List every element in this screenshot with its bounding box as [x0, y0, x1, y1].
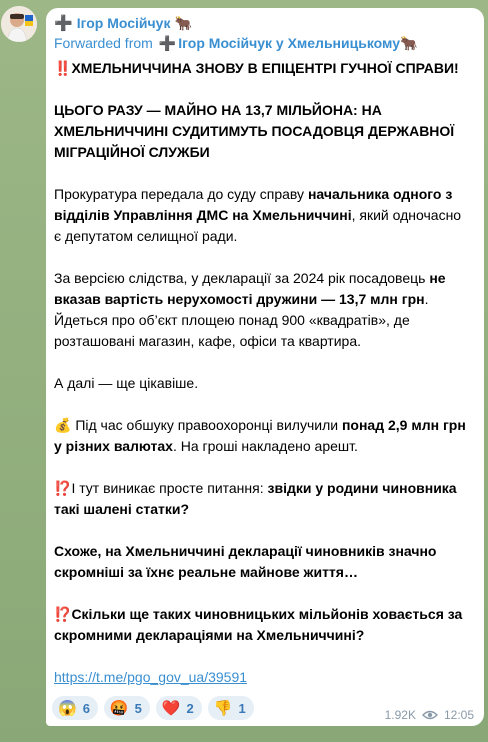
view-count: 1.92K [384, 708, 416, 722]
sender-cross-emoji: ➕ [54, 15, 73, 32]
forwarded-row[interactable] [54, 32, 472, 54]
reactions-bar [52, 696, 254, 720]
forwarded-ox-emoji: 🐂 [399, 34, 418, 51]
reaction-count: 2 [186, 700, 194, 716]
sender-name[interactable]: Ігор Мосійчук [76, 15, 171, 31]
paragraph-5: ⁉️І тут виникає просте питання: звідки у родини чиновника такі шалені статки? [54, 480, 457, 517]
eye-icon [422, 710, 438, 720]
paragraph-1: Прокуратура передала до суду справу начальника одного з відділів Управління ДМС на Хмельниччині, який одночасно є депутатом селищної ради. [54, 186, 462, 244]
message-bubble [46, 8, 484, 726]
paragraph-7: ⁉️Скільки ще таких чиновницьких мільйонів ховається за скромними деклараціями на Хмельниччині? [54, 606, 463, 643]
money-bag-icon: 💰 [54, 417, 72, 433]
message-text [54, 58, 472, 688]
reaction-count: 1 [238, 700, 246, 716]
scream-emoji-icon: 😱 [58, 700, 77, 717]
heart-emoji-icon: ❤️ [161, 700, 181, 717]
channel-avatar[interactable] [1, 6, 37, 42]
forwarded-cross-emoji: ➕ [158, 34, 177, 51]
double-exclamation-icon: ‼️ [54, 60, 72, 76]
reaction-angry[interactable] [104, 696, 150, 720]
sender-row [54, 14, 472, 32]
forwarded-source-name[interactable]: Ігор Мосійчук у Хмельницькому [178, 35, 400, 51]
subheadline: ЦЬОГО РАЗУ — МАЙНО НА 13,7 МІЛЬЙОНА: НА ХМЕЛЬНИЧЧИНІ СУДИТИМУТЬ ПОСАДОВЦЯ ДЕРЖАВНОЇ МІГРАЦІЙНОЇ СЛУЖБИ [54, 102, 455, 160]
avatar-photo-icon [1, 6, 37, 42]
sender-ox-emoji: 🐂 [174, 14, 192, 31]
paragraph-4: 💰 Під час обшуку правоохоронці вилучили понад 2,9 млн грн у різних валютах. На гроші накладено арешт. [54, 417, 466, 454]
angry-emoji-icon: 🤬 [109, 700, 129, 717]
paragraph-2: За версією слідства, у декларації за 2024 рік посадовець не вказав вартість нерухомості дружини — 13,7 млн грн. Йдеться про об’єкт площею понад 900 «квадратів», де розташовані магазин, кафе, офіси та квартира. [54, 270, 446, 349]
reaction-scream[interactable] [52, 696, 98, 720]
reaction-thumbs-down[interactable] [208, 696, 254, 720]
reaction-count: 5 [134, 700, 142, 716]
headline: ‼️ХМЕЛЬНИЧЧИНА ЗНОВУ В ЕПІЦЕНТРІ ГУЧНОЇ СПРАВИ! [54, 60, 459, 76]
thumbs-down-emoji-icon: 👎 [213, 700, 233, 717]
forwarded-label: Forwarded from [54, 35, 153, 51]
interrobang-icon: ⁉️ [54, 480, 72, 496]
source-link[interactable]: https://t.me/pgo_gov_ua/39591 [54, 669, 248, 685]
message-meta [385, 708, 474, 722]
interrobang-icon: ⁉️ [54, 606, 72, 622]
paragraph-3: А далі — ще цікавіше. [54, 375, 199, 391]
link-paragraph [54, 667, 472, 688]
message-time: 12:05 [443, 708, 474, 722]
reaction-count: 6 [82, 700, 90, 716]
reaction-heart[interactable] [156, 696, 202, 720]
paragraph-6: Схоже, на Хмельниччині декларації чиновників значно скромніші за їхнє реальне майнове життя… [54, 543, 437, 580]
